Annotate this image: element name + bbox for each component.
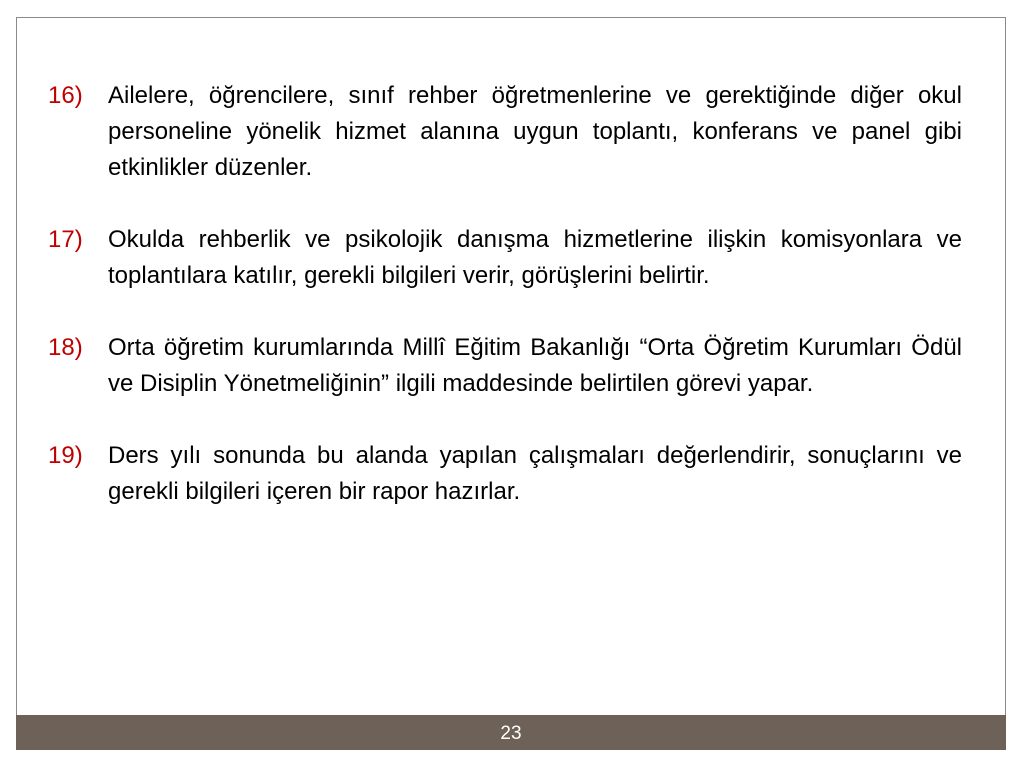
item-number: 18) xyxy=(48,334,83,361)
item-text: Ders yılı sonunda bu alanda yapılan çalışmaları değerlendirir, sonuçlarını ve gerekli bilgileri içeren bir rapor hazırlar. xyxy=(108,442,962,505)
page-number: 23 xyxy=(500,723,522,744)
list-item-18 xyxy=(48,330,962,402)
list-item-16 xyxy=(48,78,962,186)
item-number: 16) xyxy=(48,82,83,109)
list-item-17 xyxy=(48,222,962,294)
item-number: 17) xyxy=(48,226,83,253)
item-text: Okulda rehberlik ve psikolojik danışma hizmetlerine ilişkin komisyonlara ve toplantılara katılır, gerekli bilgileri verir, görüşlerini belirtir. xyxy=(108,226,962,289)
item-text: Orta öğretim kurumlarında Millî Eğitim Bakanlığı “Orta Öğretim Kurumları Ödül ve Disiplin Yönetmeliğinin” ilgili maddesinde belirtilen görevi yapar. xyxy=(108,334,962,397)
footer-bar xyxy=(16,715,1006,750)
list-item-19 xyxy=(48,438,962,510)
item-text: Ailelere, öğrencilere, sınıf rehber öğretmenlerine ve gerektiğinde diğer okul personeline yönelik hizmet alanına uygun toplantı, konferans ve panel gibi etkinlikler düzenler. xyxy=(108,82,962,181)
item-number: 19) xyxy=(48,442,83,469)
slide-content xyxy=(48,78,962,546)
